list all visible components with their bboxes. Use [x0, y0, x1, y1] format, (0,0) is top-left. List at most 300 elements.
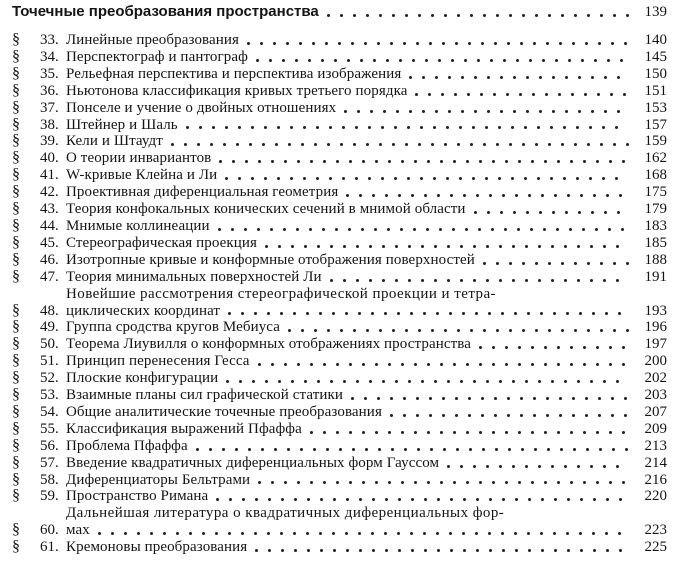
leader-dot	[520, 414, 523, 417]
page-number: 200	[644, 353, 667, 370]
leader-dot	[559, 397, 562, 400]
leader-dot	[621, 228, 624, 231]
leader-dot	[359, 498, 362, 501]
leader-dot	[355, 126, 358, 129]
leader-dot	[554, 549, 557, 552]
leader-dot	[626, 329, 629, 332]
leader-dot	[610, 93, 613, 96]
leader-dot	[462, 532, 465, 535]
leader-dot	[297, 160, 300, 163]
section-sign-glyph: §	[12, 386, 20, 404]
leader-dot	[622, 431, 625, 434]
page-number: 185	[644, 234, 667, 251]
leader-dot	[472, 126, 475, 129]
page-number: 162	[644, 150, 667, 167]
leader-dot	[626, 143, 629, 146]
leader-dot	[271, 481, 274, 484]
section-sign-glyph: §	[12, 81, 20, 99]
entry-title: Классификация выражений Пфаффа	[66, 420, 302, 437]
section-number: 33.	[40, 32, 59, 48]
leader-dot	[490, 59, 493, 62]
leader-dot	[410, 532, 413, 535]
entry-title: О теории инвариантов	[66, 150, 212, 167]
section-number: 61.	[40, 539, 59, 556]
leader-dot	[258, 160, 261, 163]
leader-dot	[507, 397, 510, 400]
section-sign	[12, 269, 40, 286]
leader-dot	[388, 160, 391, 163]
leader-dot	[314, 143, 317, 146]
page-number: 159	[644, 133, 667, 150]
leader-dot	[410, 312, 413, 315]
leader-dot	[223, 143, 226, 146]
leader-dot	[431, 14, 434, 17]
dot-leader	[439, 455, 633, 472]
leader-dot	[397, 312, 400, 315]
leader-dot	[443, 448, 446, 451]
leader-dot	[486, 245, 489, 248]
leader-dot	[494, 397, 497, 400]
leader-dot	[412, 59, 415, 62]
leader-dot	[585, 414, 588, 417]
leader-dot	[557, 431, 560, 434]
toc-entry	[0, 252, 667, 269]
entry-title: Принцип перенесения Гесса	[66, 353, 250, 370]
entry-title-wrap	[66, 438, 633, 455]
leader-dot	[580, 549, 583, 552]
leader-dot	[351, 397, 354, 400]
entry-title-wrap	[66, 455, 633, 472]
page-number: 214	[644, 454, 667, 471]
leader-dot	[596, 481, 599, 484]
leader-dot	[403, 397, 406, 400]
leader-dot	[475, 532, 478, 535]
leader-dot	[382, 279, 385, 282]
leader-dot	[558, 93, 561, 96]
toc-entry	[0, 370, 667, 387]
leader-dot	[327, 329, 330, 332]
leader-dot	[538, 380, 541, 383]
dot-leader	[257, 235, 633, 252]
leader-dot	[535, 14, 538, 17]
leader-dot	[544, 431, 547, 434]
section-sign	[12, 167, 40, 184]
leader-dot	[366, 14, 369, 17]
leader-dot	[395, 245, 398, 248]
leader-dot	[241, 532, 244, 535]
toc-entry	[0, 218, 667, 235]
leader-dot	[557, 363, 560, 366]
leader-dot	[578, 110, 581, 113]
toc-entry	[0, 269, 667, 286]
leader-dot	[267, 532, 270, 535]
leader-dot	[616, 465, 619, 468]
toc-entry	[0, 455, 667, 472]
leader-dot	[343, 279, 346, 282]
leader-dot	[553, 312, 556, 315]
leader-dot	[442, 397, 445, 400]
leader-dot	[520, 42, 523, 45]
entry-title-wrap	[66, 252, 633, 269]
leader-dot	[283, 228, 286, 231]
leader-dot	[365, 448, 368, 451]
leader-dot	[323, 160, 326, 163]
leader-dot	[358, 532, 361, 535]
section-sign	[12, 252, 40, 269]
dot-leader	[302, 421, 633, 438]
leader-dot	[257, 228, 260, 231]
leader-dot	[348, 228, 351, 231]
leader-dot	[416, 397, 419, 400]
leader-dot	[496, 143, 499, 146]
leader-dot	[624, 42, 627, 45]
leader-dot	[571, 93, 574, 96]
leader-dot	[529, 59, 532, 62]
leader-dot	[265, 245, 268, 248]
leader-dot	[222, 448, 225, 451]
entry-title-wrap	[66, 117, 633, 134]
leader-dot	[561, 329, 564, 332]
entry-title-wrap	[66, 201, 633, 218]
entry-title: Пространство Римана	[66, 488, 209, 505]
leader-dot	[429, 42, 432, 45]
leader-dot	[334, 59, 337, 62]
leader-dot	[593, 549, 596, 552]
leader-dot	[520, 397, 523, 400]
page-number: 153	[644, 99, 667, 116]
leader-dot	[473, 465, 476, 468]
dot-leader	[338, 184, 633, 201]
leader-dot	[541, 194, 544, 197]
leader-dot	[551, 465, 554, 468]
leader-dot	[375, 160, 378, 163]
section-number: 51.	[40, 353, 59, 370]
leader-dot	[578, 211, 581, 214]
leader-dot	[430, 448, 433, 451]
entry-title-wrap	[66, 32, 633, 49]
leader-dot	[449, 312, 452, 315]
leader-dot	[611, 42, 614, 45]
section-number: 39.	[40, 133, 59, 150]
leader-dot	[451, 59, 454, 62]
leader-dot	[599, 448, 602, 451]
leader-dot	[619, 549, 622, 552]
entry-title: Проективная диференциальная геометрия	[66, 184, 339, 201]
dot-leader	[90, 522, 633, 539]
leader-dot	[531, 160, 534, 163]
leader-dot	[522, 14, 525, 17]
leader-dot	[548, 329, 551, 332]
leader-dot	[405, 14, 408, 17]
leader-dot	[275, 143, 278, 146]
leader-dot	[437, 194, 440, 197]
leader-dot	[617, 110, 620, 113]
leader-dot	[171, 143, 174, 146]
leader-dot	[511, 177, 514, 180]
leader-dot	[340, 329, 343, 332]
leader-dot	[531, 431, 534, 434]
leader-dot	[453, 481, 456, 484]
leader-dot	[186, 126, 189, 129]
leader-dot	[528, 194, 531, 197]
leader-dot	[427, 363, 430, 366]
section-number: 34.	[40, 48, 59, 65]
leader-dot	[624, 397, 627, 400]
leader-dot	[385, 549, 388, 552]
leader-dot	[288, 329, 291, 332]
toc-entry	[0, 319, 667, 336]
page-number: 203	[644, 387, 667, 404]
leader-dot	[609, 346, 612, 349]
section-number: 60.	[40, 522, 59, 539]
leader-dot	[303, 177, 306, 180]
leader-dot	[424, 194, 427, 197]
leader-dot	[359, 194, 362, 197]
leader-dot	[466, 363, 469, 366]
leader-dot	[491, 228, 494, 231]
leader-dot	[418, 143, 421, 146]
leader-dot	[592, 532, 595, 535]
leader-dot	[314, 329, 317, 332]
leader-dot	[405, 143, 408, 146]
section-number: 52.	[40, 370, 59, 387]
leader-dot	[320, 498, 323, 501]
leader-dot	[431, 143, 434, 146]
section-number: 50.	[40, 336, 59, 353]
leader-dot	[489, 194, 492, 197]
leader-dot	[290, 126, 293, 129]
leader-dot	[434, 245, 437, 248]
entry-title: Стереографическая проекция	[66, 234, 258, 251]
entry-title-line-1: Новейшие рассмотрения стереографической проекции и тетра-	[66, 285, 497, 302]
leader-dot	[439, 228, 442, 231]
leader-dot	[287, 448, 290, 451]
dot-leader	[322, 269, 633, 286]
leader-dot	[593, 498, 596, 501]
leader-dot	[463, 498, 466, 501]
leader-dot	[414, 481, 417, 484]
leader-dot	[464, 59, 467, 62]
leader-dot	[244, 228, 247, 231]
entry-title: Перспектограф и пантограф	[66, 48, 248, 65]
leader-dot	[390, 42, 393, 45]
leader-dot	[564, 465, 567, 468]
leader-dot	[268, 549, 271, 552]
leader-dot	[384, 532, 387, 535]
leader-dot	[442, 414, 445, 417]
leader-dot	[342, 177, 345, 180]
leader-dot	[372, 194, 375, 197]
leader-dot	[473, 279, 476, 282]
leader-dot	[499, 380, 502, 383]
leader-dot	[238, 126, 241, 129]
entry-title: Плоские конфигурации	[66, 370, 219, 387]
leader-dot	[613, 143, 616, 146]
leader-dot	[577, 465, 580, 468]
section-sign-glyph: §	[12, 132, 20, 150]
leader-dot	[372, 498, 375, 501]
section-sign	[12, 353, 40, 370]
section-sign	[12, 488, 40, 505]
leader-dot	[474, 110, 477, 113]
page-number: 207	[644, 403, 667, 420]
leader-dot	[503, 59, 506, 62]
dot-leader	[211, 150, 633, 167]
leader-dot	[596, 346, 599, 349]
leader-dot	[236, 143, 239, 146]
leader-dot	[264, 177, 267, 180]
dot-leader	[163, 133, 633, 150]
leader-dot	[613, 329, 616, 332]
section-number: 59.	[40, 488, 59, 505]
leader-dot	[496, 14, 499, 17]
entry-title: Ньютонова классификация кривых третьего порядка	[66, 82, 408, 99]
leader-dot	[251, 126, 254, 129]
leader-dot	[414, 431, 417, 434]
section-number: 53.	[40, 387, 59, 404]
leader-dot	[600, 143, 603, 146]
leader-dot	[344, 110, 347, 113]
leader-dot	[382, 245, 385, 248]
leader-dot	[384, 312, 387, 315]
leader-dot	[622, 160, 625, 163]
entry-title-wrap	[66, 218, 633, 235]
page-number: 209	[644, 420, 667, 437]
leader-dot	[401, 160, 404, 163]
leader-dot	[453, 431, 456, 434]
leader-dot	[440, 431, 443, 434]
leader-dot	[323, 431, 326, 434]
leader-dot	[330, 245, 333, 248]
section-sign	[12, 421, 40, 438]
section-number: 36.	[40, 82, 59, 99]
toc-entry	[0, 32, 667, 49]
leader-dot	[313, 448, 316, 451]
leader-dot	[319, 312, 322, 315]
section-sign	[12, 472, 40, 489]
leader-dot	[434, 380, 437, 383]
leader-dot	[427, 431, 430, 434]
section-sign	[12, 32, 40, 49]
leader-dot	[583, 431, 586, 434]
leader-dot	[297, 481, 300, 484]
leader-dot	[513, 211, 516, 214]
leader-dot	[522, 143, 525, 146]
toc-entry	[0, 167, 667, 184]
leader-dot	[492, 481, 495, 484]
leader-dot	[487, 76, 490, 79]
toc-entry	[0, 336, 667, 353]
leader-dot	[619, 194, 622, 197]
leader-dot	[414, 363, 417, 366]
leader-dot	[316, 177, 319, 180]
leader-dot	[460, 279, 463, 282]
leader-dot	[463, 194, 466, 197]
leader-dot	[596, 160, 599, 163]
leader-dot	[369, 380, 372, 383]
leader-dot	[442, 42, 445, 45]
leader-dot	[564, 245, 567, 248]
leader-dot	[347, 59, 350, 62]
leader-dot	[440, 363, 443, 366]
leader-dot	[595, 228, 598, 231]
leader-dot	[373, 59, 376, 62]
leader-dot	[381, 177, 384, 180]
leader-dot	[388, 481, 391, 484]
leader-dot	[353, 14, 356, 17]
leader-dot	[486, 279, 489, 282]
leader-dot	[525, 380, 528, 383]
leader-dot	[591, 110, 594, 113]
leader-dot	[489, 498, 492, 501]
leader-dot	[375, 481, 378, 484]
leader-dot	[495, 448, 498, 451]
entry-title: Взаимные планы сил графической статики	[66, 387, 344, 404]
leader-dot	[463, 549, 466, 552]
leader-dot	[586, 448, 589, 451]
toc-entry	[0, 404, 667, 421]
leader-dot	[349, 363, 352, 366]
leader-dot	[329, 126, 332, 129]
leader-dot	[547, 448, 550, 451]
toc-entry	[0, 235, 667, 252]
leader-dot	[436, 532, 439, 535]
leader-dot	[401, 481, 404, 484]
toc-entry	[0, 286, 667, 320]
leader-dot	[583, 481, 586, 484]
leader-dot	[377, 42, 380, 45]
entry-title-wrap	[66, 387, 633, 404]
entry-title-wrap	[66, 404, 633, 421]
leader-dot	[317, 380, 320, 383]
leader-dot	[284, 481, 287, 484]
leader-dot	[422, 110, 425, 113]
leader-dot	[613, 262, 616, 265]
section-number: 43.	[40, 201, 59, 218]
entry-title: Изотропные кривые и конформные отображения поверхностей	[66, 251, 475, 268]
leader-dot	[531, 481, 534, 484]
leader-dot	[447, 279, 450, 282]
leader-dot	[483, 143, 486, 146]
toc-entry	[0, 488, 667, 505]
leader-dot	[457, 14, 460, 17]
leader-dot	[301, 143, 304, 146]
leader-dot	[278, 245, 281, 248]
leader-dot	[468, 414, 471, 417]
leader-dot	[444, 14, 447, 17]
dot-leader	[475, 252, 633, 269]
leader-dot	[572, 397, 575, 400]
leader-dot	[507, 42, 510, 45]
leader-dot	[552, 110, 555, 113]
leader-dot	[615, 126, 618, 129]
leader-dot	[356, 380, 359, 383]
leader-dot	[483, 262, 486, 265]
leader-dot	[611, 397, 614, 400]
leader-dot	[488, 532, 491, 535]
leader-dot	[570, 481, 573, 484]
leader-dot	[460, 465, 463, 468]
leader-dot	[591, 211, 594, 214]
leader-dot	[417, 448, 420, 451]
leader-dot	[308, 59, 311, 62]
leader-dot	[321, 59, 324, 62]
section-sign-glyph: §	[12, 521, 20, 539]
leader-dot	[322, 228, 325, 231]
leader-dot	[468, 397, 471, 400]
leader-dot	[502, 549, 505, 552]
leader-dot	[457, 143, 460, 146]
